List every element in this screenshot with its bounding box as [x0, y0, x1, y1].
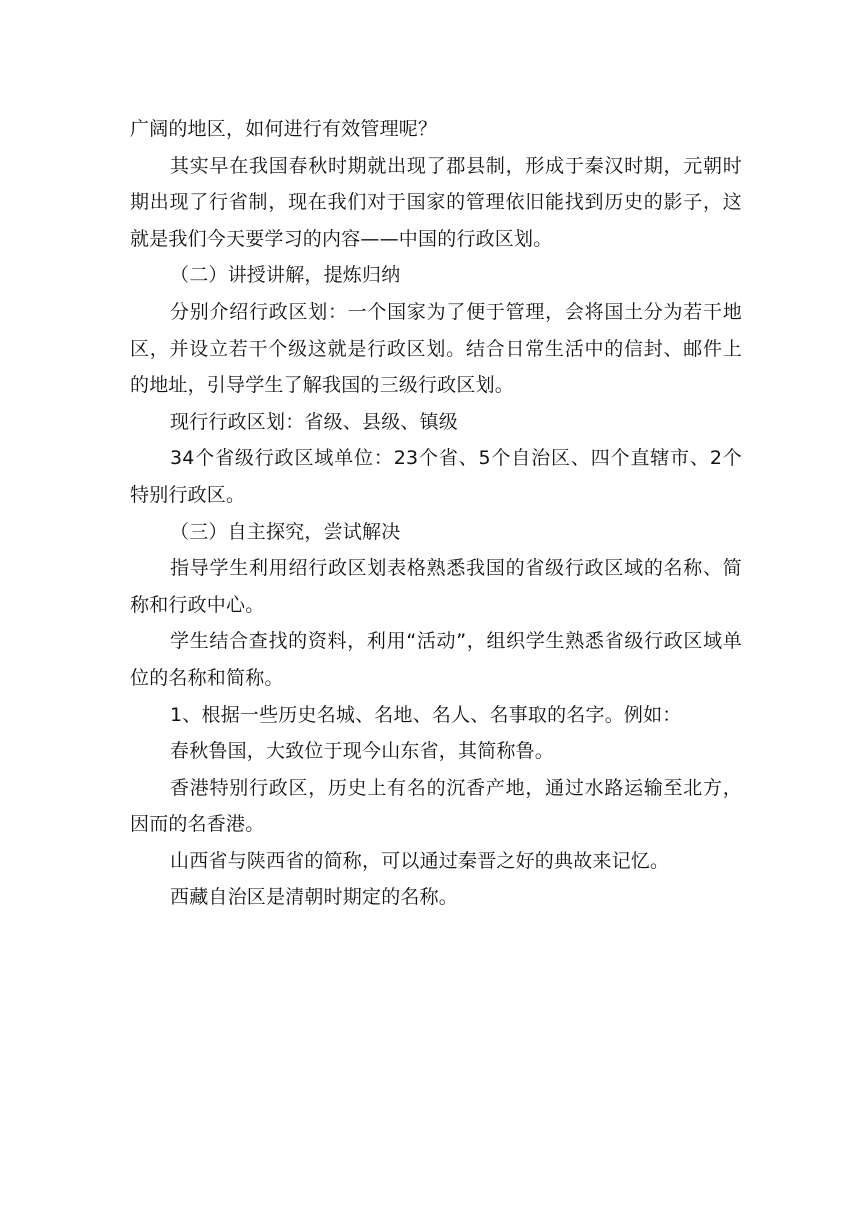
document-body — [130, 111, 742, 916]
paragraph-example-shandong: 春秋鲁国，大致位于现今山东省，其简称鲁。 — [170, 740, 555, 763]
paragraph-province-count: 34个省级行政区域单位：23个省、5个自治区、四个直辖市、2个特别行政区。 — [130, 447, 742, 506]
paragraph-current-levels: 现行行政区划：省级、县级、镇级 — [170, 410, 459, 433]
paragraph-example-hongkong: 香港特别行政区，历史上有名的沉香产地，通过水路运输至北方，因而的名香港。 — [130, 776, 742, 836]
section-heading-explore: （三）自主探究，尝试解决 — [170, 520, 401, 543]
paragraph-history-context: 其实早在我国春秋时期就出现了郡县制，形成于秦汉时期，元朝时期出现了行省制，现在我们对于国家的管理依旧能找到历史的影子，这就是我们今天要学习的内容——中国的行政区划。 — [130, 154, 742, 250]
paragraph-example-tibet: 西藏自治区是清朝时期定的名称。 — [170, 886, 459, 909]
paragraph-guidance: 指导学生利用绍行政区划表格熟悉我国的省级行政区域的名称、简称和行政中心。 — [130, 557, 742, 616]
paragraph-activity: 学生结合查找的资料，利用“活动”，组织学生熟悉省级行政区域单位的名称和简称。 — [130, 630, 742, 689]
paragraph-definition: 分别介绍行政区划：一个国家为了便于管理，会将国土分为若干地区，并设立若干个级这就是行政区划。结合日常生活中的信封、邮件上的地址，引导学生了解我国的三级行政区划。 — [130, 300, 742, 397]
paragraph-intro-continuation: 广阔的地区，如何进行有效管理呢？ — [130, 118, 438, 140]
section-heading-lecture: （二）讲授讲解，提炼归纳 — [170, 264, 401, 287]
paragraph-example-shanxi-shaanxi: 山西省与陕西省的简称，可以通过秦晋之好的典故来记忆。 — [170, 849, 670, 872]
paragraph-naming-rule: 1、根据一些历史名城、名地、名人、名事取的名字。例如： — [170, 703, 682, 726]
